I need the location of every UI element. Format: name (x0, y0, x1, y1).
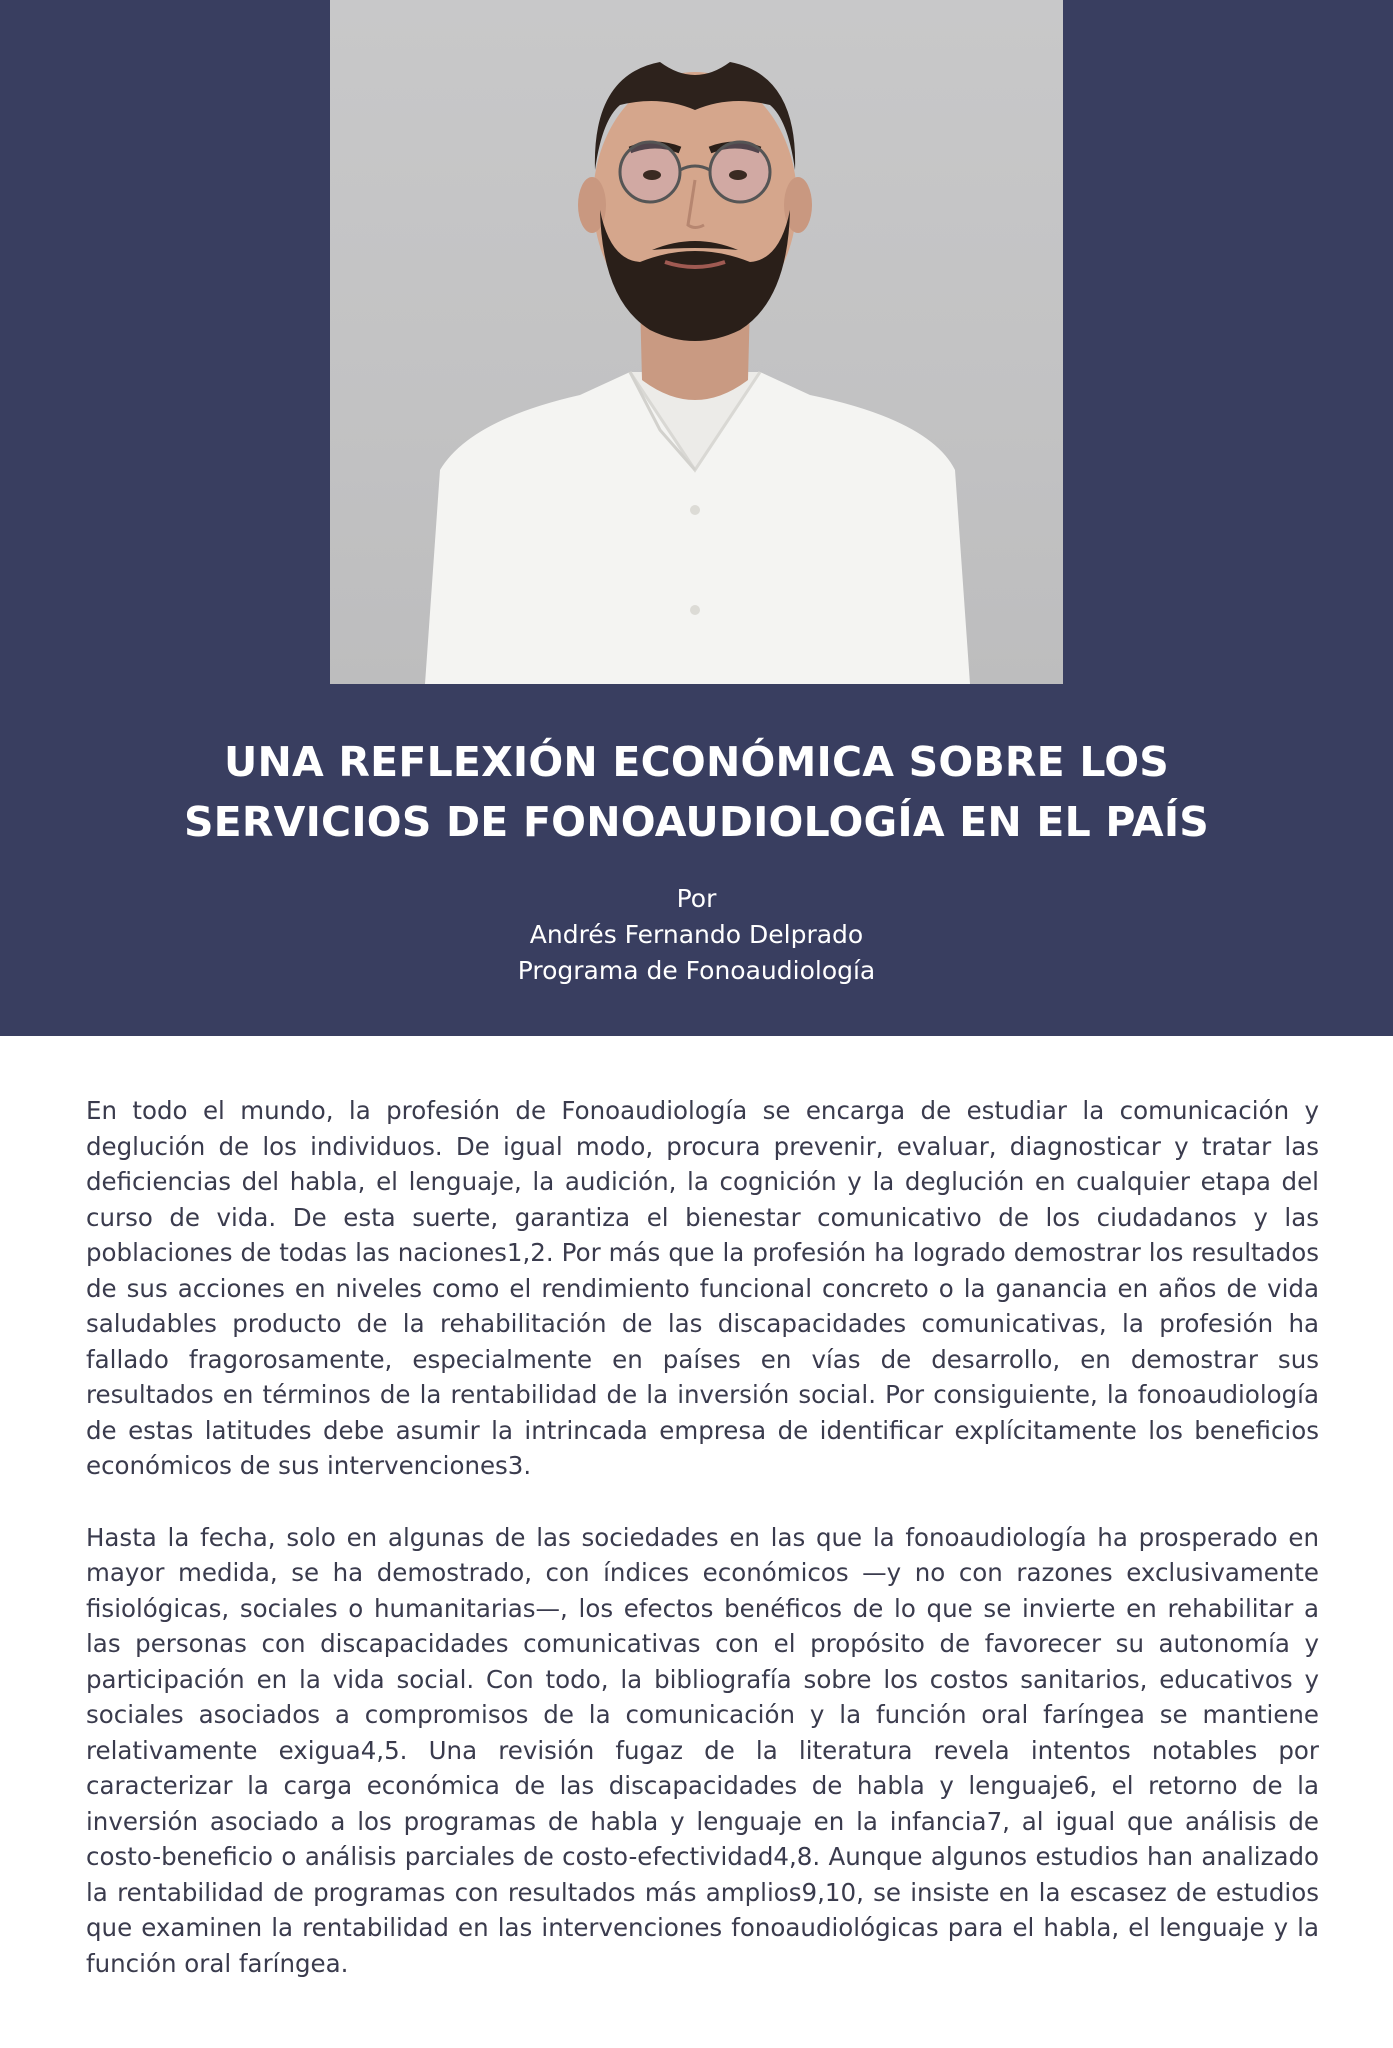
author-program: Programa de Fonoaudiología (517, 956, 876, 985)
article-title (0, 732, 1393, 852)
title-line-1: UNA REFLEXIÓN ECONÓMICA SOBRE LOS (223, 738, 1170, 786)
title-line-2: SERVICIOS DE FONOAUDIOLOGÍA EN EL PAÍS (183, 798, 1210, 846)
byline-prefix: Por (676, 884, 717, 913)
author-photo (330, 0, 1063, 684)
paragraph: En todo el mundo, la profesión de Fonoaudiología se encarga de estudiar la comunicación y deglución de los individuos. De igual modo, procura prevenir, evaluar, diagnosticar y tratar las deficiencias del habla, el lenguaje, la audición, la cognición y la deglución en cualquier etapa del curso de vida. De esta suerte, garantiza el bienestar comunicativo de los ciudadanos y las poblaciones de todas las naciones1,2. Por más que la profesión ha logrado demostrar los resultados de sus acciones en niveles como el rendimiento funcional concreto o la ganancia en años de vida saludables producto de la rehabilitación de las discapacidades comunicativas, la profesión ha fallado fragorosamente, especialmente en países en vías de desarrollo, en demostrar sus resultados en términos de la rentabilidad de la inversión social. Por consiguiente, la fonoaudiología de estas latitudes debe asumir la intrincada empresa de identificar explícitamente los beneficios económicos de sus intervenciones3. (86, 1096, 1319, 1480)
byline (0, 881, 1393, 989)
paragraph: Hasta la fecha, solo en algunas de las sociedades en las que la fonoaudiología ha prosperado en mayor medida, se ha demostrado, con índices económicos —y no con razones exclusivamente fisiológicas, sociales o humanitarias—, los efectos benéficos de lo que se invierte en rehabilitar a las personas con discapacidades comunicativas con el propósito de favorecer su autonomía y participación en la vida social. Con todo, la bibliografía sobre los costos sanitarios, educativos y sociales asociados a compromisos de la comunicación y la función oral faríngea se mantiene relativamente exigua4,5. Una revisión fugaz de la literatura revela intentos notables por caracterizar la carga económica de las discapacidades de habla y lenguaje6, el retorno de la inversión asociado a los programas de habla y lenguaje en la infancia7, al igual que análisis de costo-beneficio o análisis parciales de costo-efectividad4,8. Aunque algunos estudios han analizado la rentabilidad de programas con resultados más amplios9,10, se insiste en la escasez de estudios que examinen la rentabilidad en las intervenciones fonoaudiológicas para el habla, el lenguaje y la función oral faríngea. (86, 1522, 1319, 1978)
article-body (86, 1093, 1319, 2017)
author-name: Andrés Fernando Delprado (529, 920, 864, 949)
